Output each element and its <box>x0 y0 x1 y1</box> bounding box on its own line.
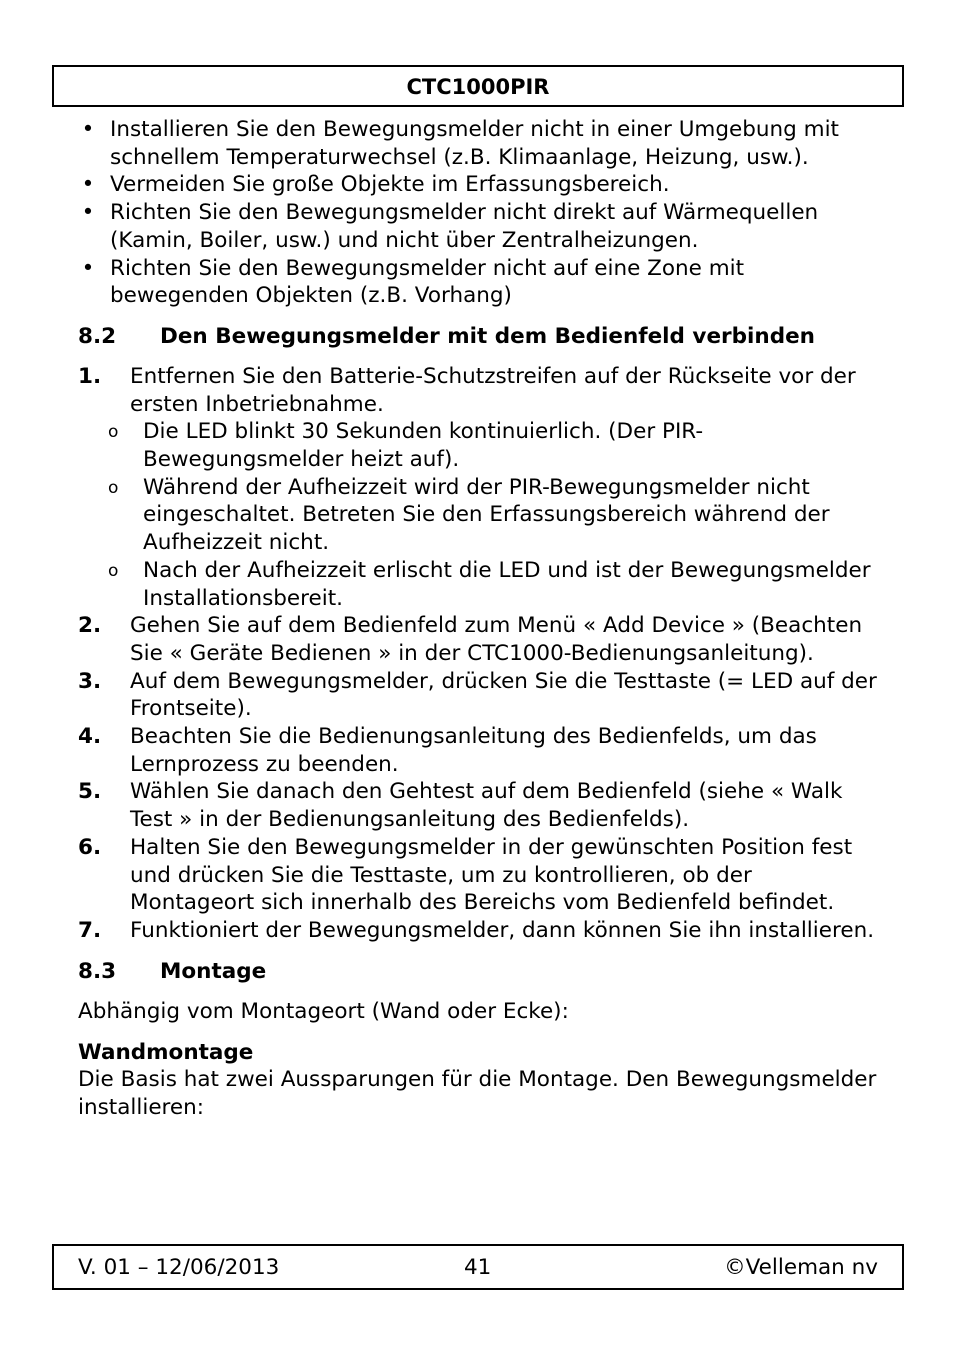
bullet-marker: • <box>81 255 95 281</box>
section-number: 8.3 <box>78 958 117 984</box>
step-item <box>78 363 878 612</box>
sub-step-item <box>108 557 878 612</box>
bullet-marker: • <box>81 117 95 142</box>
step-text: Halten Sie den Bewegungsmelder in der gewünschten Position fest und drücken Sie die Testtaste, um zu kontrollieren, ob der Montageort sich innerhalb des Bereichs vom Bedienfeld befindet. <box>130 834 853 916</box>
circle-bullet-marker: o <box>108 560 119 581</box>
step-item <box>78 723 878 778</box>
step-number: 7. <box>78 917 102 943</box>
bullet-text: Richten Sie den Bewegungsmelder nicht direkt auf Wärmequellen (Kamin, Boiler, usw.) und nicht über Zentralheizungen. <box>110 200 819 253</box>
bullet-marker: • <box>81 200 95 226</box>
step-number: 5. <box>78 779 102 805</box>
section-heading-8-2 <box>78 323 878 350</box>
sub-step-list <box>108 418 878 612</box>
bullet-text: Installieren Sie den Bewegungsmelder nicht in einer Umgebung mit schnellem Temperaturwechsel (z.B. Klimaanlage, Heizung, usw.). <box>110 117 839 170</box>
subsection-body-text: Die Basis hat zwei Aussparungen für die Montage. Den Bewegungsmelder installieren: <box>78 1067 877 1121</box>
section-title: Montage <box>160 958 267 984</box>
step-item <box>78 778 878 833</box>
step-text: Funktioniert der Bewegungsmelder, dann können Sie ihn installieren. <box>130 917 875 943</box>
bullet-text: Vermeiden Sie große Objekte im Erfassungsbereich. <box>110 172 670 198</box>
step-list <box>78 363 878 945</box>
footer-version: V. 01 – 12/06/2013 <box>78 1255 280 1280</box>
page-header <box>52 65 904 107</box>
step-item <box>78 612 878 667</box>
bullet-text: Richten Sie den Bewegungsmelder nicht auf eine Zone mit bewegenden Objekten (z.B. Vorhang) <box>110 255 745 309</box>
footer-copyright: ©Velleman nv <box>724 1255 878 1280</box>
intro-bullet-list <box>78 116 878 310</box>
page-number: 41 <box>464 1255 492 1280</box>
page-content <box>78 116 878 1122</box>
circle-bullet-marker: o <box>108 422 119 443</box>
step-item <box>78 668 878 723</box>
section-title: Den Bewegungsmelder mit dem Bedienfeld verbinden <box>160 323 815 349</box>
step-number: 6. <box>78 834 102 860</box>
bullet-item <box>78 199 878 254</box>
step-text: Wählen Sie danach den Gehtest auf dem Bedienfeld (siehe « Walk Test » in der Bedienungsanleitung des Bedienfelds). <box>130 779 843 833</box>
step-item <box>78 834 878 917</box>
step-item <box>78 917 878 945</box>
subsection-heading: Wandmontage <box>78 1040 254 1066</box>
bullet-marker: • <box>81 172 95 198</box>
section-heading-8-3 <box>78 958 878 985</box>
bullet-item <box>78 255 878 310</box>
header-title: CTC1000PIR <box>406 75 550 99</box>
step-text: Entfernen Sie den Batterie-Schutzstreifen auf der Rückseite vor der ersten Inbetriebnahme. <box>130 363 856 417</box>
circle-bullet-marker: o <box>108 477 119 498</box>
sub-step-text: Nach der Aufheizzeit erlischt die LED und ist der Bewegungsmelder Installationsbereit. <box>143 557 871 611</box>
step-text: Auf dem Bewegungsmelder, drücken Sie die Testtaste (= LED auf der Frontseite). <box>130 668 877 722</box>
bullet-item <box>78 171 878 199</box>
sub-step-text: Während der Aufheizzeit wird der PIR-Bewegungsmelder nicht eingeschaltet. Betreten Sie den Erfassungsbereich während der Aufheizzeit nicht. <box>143 474 830 556</box>
step-number: 2. <box>78 613 102 639</box>
sub-step-text: Die LED blinkt 30 Sekunden kontinuierlich. (Der PIR-Bewegungsmelder heizt auf). <box>143 419 704 473</box>
step-text: Beachten Sie die Bedienungsanleitung des Bedienfelds, um das Lernprozess zu beenden. <box>130 724 817 777</box>
step-number: 1. <box>78 363 102 389</box>
step-number: 4. <box>78 724 102 750</box>
sub-step-item <box>108 418 878 473</box>
section-intro-text: Abhängig vom Montageort (Wand oder Ecke): <box>78 998 569 1024</box>
bullet-item <box>78 116 878 171</box>
sub-step-item <box>108 474 878 557</box>
section-number: 8.2 <box>78 323 117 349</box>
page-footer <box>52 1244 904 1290</box>
step-text: Gehen Sie auf dem Bedienfeld zum Menü « Add Device » (Beachten Sie « Geräte Bedienen » in der CTC1000-Bedienungsanleitung). <box>130 613 863 666</box>
step-number: 3. <box>78 668 102 694</box>
